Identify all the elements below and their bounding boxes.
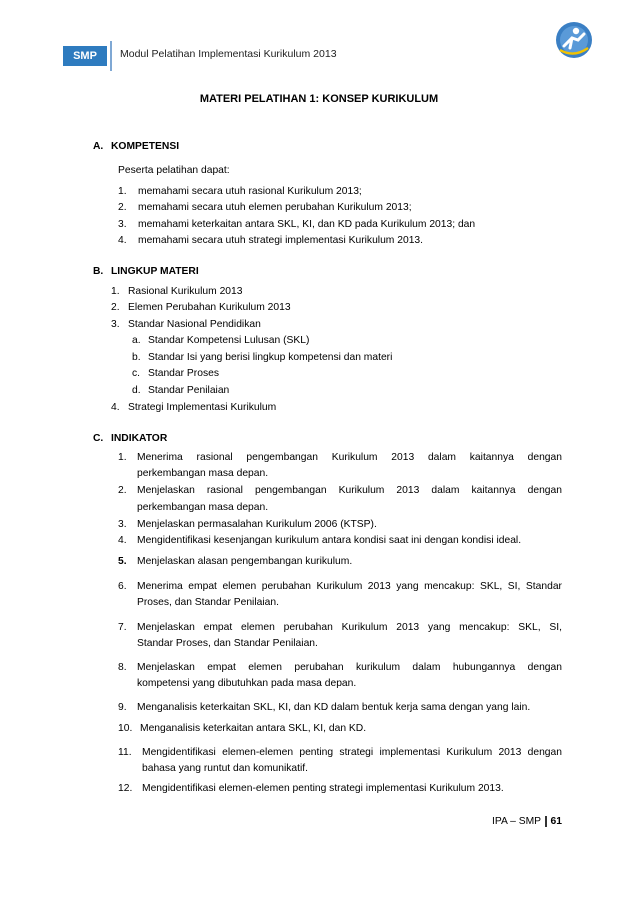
sub-item-letter: a. bbox=[132, 335, 141, 346]
list-item: memahami secara utuh strategi implementasi Kurikulum 2013. bbox=[138, 235, 424, 246]
indicator-text: Menjelaskan permasalahan Kurikulum 2006 (KTSP). bbox=[137, 519, 377, 530]
list-item: memahami secara utuh rasional Kurikulum 2013; bbox=[138, 186, 362, 197]
kemdikbud-logo-icon bbox=[554, 20, 594, 60]
sub-item: Standar Proses bbox=[148, 368, 219, 379]
indicator-number: 7. bbox=[118, 622, 127, 633]
indicator-text: Menganalisis keterkaitan antara SKL, KI, dan KD. bbox=[140, 723, 367, 734]
section-c-letter: C. bbox=[93, 433, 104, 444]
list-item-number: 3. bbox=[118, 219, 127, 230]
indicator-number: 8. bbox=[118, 662, 127, 673]
sub-item-letter: c. bbox=[132, 368, 141, 379]
indicator-text: Menerima rasional pengembangan Kurikulum 2013 dalam kaitannya dengan bbox=[137, 452, 562, 463]
indicator-text-cont: Standar Proses, dan Standar Penilaian. bbox=[137, 638, 318, 649]
indicator-text-cont: kompetensi yang dibutuhkan pada masa depan. bbox=[137, 678, 357, 689]
indicator-text-cont: perkembangan masa depan. bbox=[137, 502, 269, 513]
section-c-heading: INDIKATOR bbox=[111, 433, 168, 444]
indicator-text: Mengidentifikasi elemen-elemen penting strategi implementasi Kurikulum 2013 dengan bbox=[142, 747, 562, 758]
indicator-text: Menerima empat elemen perubahan Kurikulum 2013 yang mencakup: SKL, SI, Standar bbox=[137, 581, 562, 592]
indicator-text: Mengidentifikasi elemen-elemen penting strategi implementasi Kurikulum 2013. bbox=[142, 783, 504, 794]
indicator-number: 4. bbox=[118, 535, 127, 546]
indicator-text: Menganalisis keterkaitan SKL, KI, dan KD dalam bentuk kerja sama dengan yang lain. bbox=[137, 702, 531, 713]
indicator-text-cont: Proses, dan Standar Penilaian. bbox=[137, 597, 279, 608]
list-item: Rasional Kurikulum 2013 bbox=[128, 286, 243, 297]
list-item: memahami keterkaitan antara SKL, KI, dan KD pada Kurikulum 2013; dan bbox=[138, 219, 476, 230]
list-item: Elemen Perubahan Kurikulum 2013 bbox=[128, 302, 291, 313]
section-a-heading: KOMPETENSI bbox=[111, 141, 180, 152]
list-item-number: 1. bbox=[111, 286, 120, 297]
indicator-text: Menjelaskan alasan pengembangan kurikulum. bbox=[137, 556, 353, 567]
page-footer bbox=[492, 816, 562, 827]
list-item-number: 2. bbox=[111, 302, 120, 313]
indicator-text: Menjelaskan empat elemen perubahan kurikulum dalam hubungannya dengan bbox=[137, 662, 562, 673]
indicator-number: 10. bbox=[118, 723, 133, 734]
indicator-number: 3. bbox=[118, 519, 127, 530]
section-b-heading: LINGKUP MATERI bbox=[111, 266, 199, 277]
sub-item-letter: d. bbox=[132, 385, 141, 396]
indicator-number: 1. bbox=[118, 452, 127, 463]
indicator-text-cont: perkembangan masa depan. bbox=[137, 468, 269, 479]
section-b-letter: B. bbox=[93, 266, 104, 277]
list-item: Strategi Implementasi Kurikulum bbox=[128, 402, 277, 413]
sub-item: Standar Isi yang berisi lingkup kompetensi dan materi bbox=[148, 352, 393, 363]
indicator-number: 5. bbox=[118, 556, 127, 567]
section-a-intro: Peserta pelatihan dapat: bbox=[118, 165, 230, 176]
indicator-text: Mengidentifikasi kesenjangan kurikulum antara kondisi saat ini dengan kondisi ideal. bbox=[137, 535, 522, 546]
list-item: memahami secara utuh elemen perubahan Kurikulum 2013; bbox=[138, 202, 412, 213]
indicator-text: Menjelaskan rasional pengembangan Kurikulum 2013 dalam kaitannya dengan bbox=[137, 485, 562, 496]
header-divider bbox=[110, 41, 112, 71]
footer-subject: IPA – SMP bbox=[492, 816, 542, 828]
list-item-number: 2. bbox=[118, 202, 127, 213]
sub-item-letter: b. bbox=[132, 352, 141, 363]
list-item-number: 1. bbox=[118, 186, 127, 197]
indicator-text: Menjelaskan empat elemen perubahan Kurikulum 2013 yang mencakup: SKL, SI, bbox=[137, 622, 562, 633]
page-title: MATERI PELATIHAN 1: KONSEP KURIKULUM bbox=[199, 93, 439, 105]
indicator-number: 9. bbox=[118, 702, 127, 713]
list-item-number: 4. bbox=[111, 402, 120, 413]
section-a-letter: A. bbox=[93, 141, 104, 152]
sub-item: Standar Penilaian bbox=[148, 385, 230, 396]
indicator-number: 11. bbox=[118, 747, 132, 758]
indicator-number: 6. bbox=[118, 581, 127, 592]
list-item: Standar Nasional Pendidikan bbox=[128, 319, 261, 330]
indicator-number: 12. bbox=[118, 783, 133, 794]
module-title: Modul Pelatihan Implementasi Kurikulum 2013 bbox=[120, 48, 337, 60]
list-item-number: 4. bbox=[118, 235, 127, 246]
indicator-text-cont: bahasa yang runtut dan komunikatif. bbox=[142, 763, 309, 774]
list-item-number: 3. bbox=[111, 319, 120, 330]
indicator-number: 2. bbox=[118, 485, 127, 496]
sub-item: Standar Kompetensi Lulusan (SKL) bbox=[148, 335, 310, 346]
smp-badge: SMP bbox=[63, 46, 107, 66]
page-header bbox=[0, 38, 638, 74]
footer-divider bbox=[545, 816, 547, 827]
page-number: 61 bbox=[550, 816, 562, 828]
